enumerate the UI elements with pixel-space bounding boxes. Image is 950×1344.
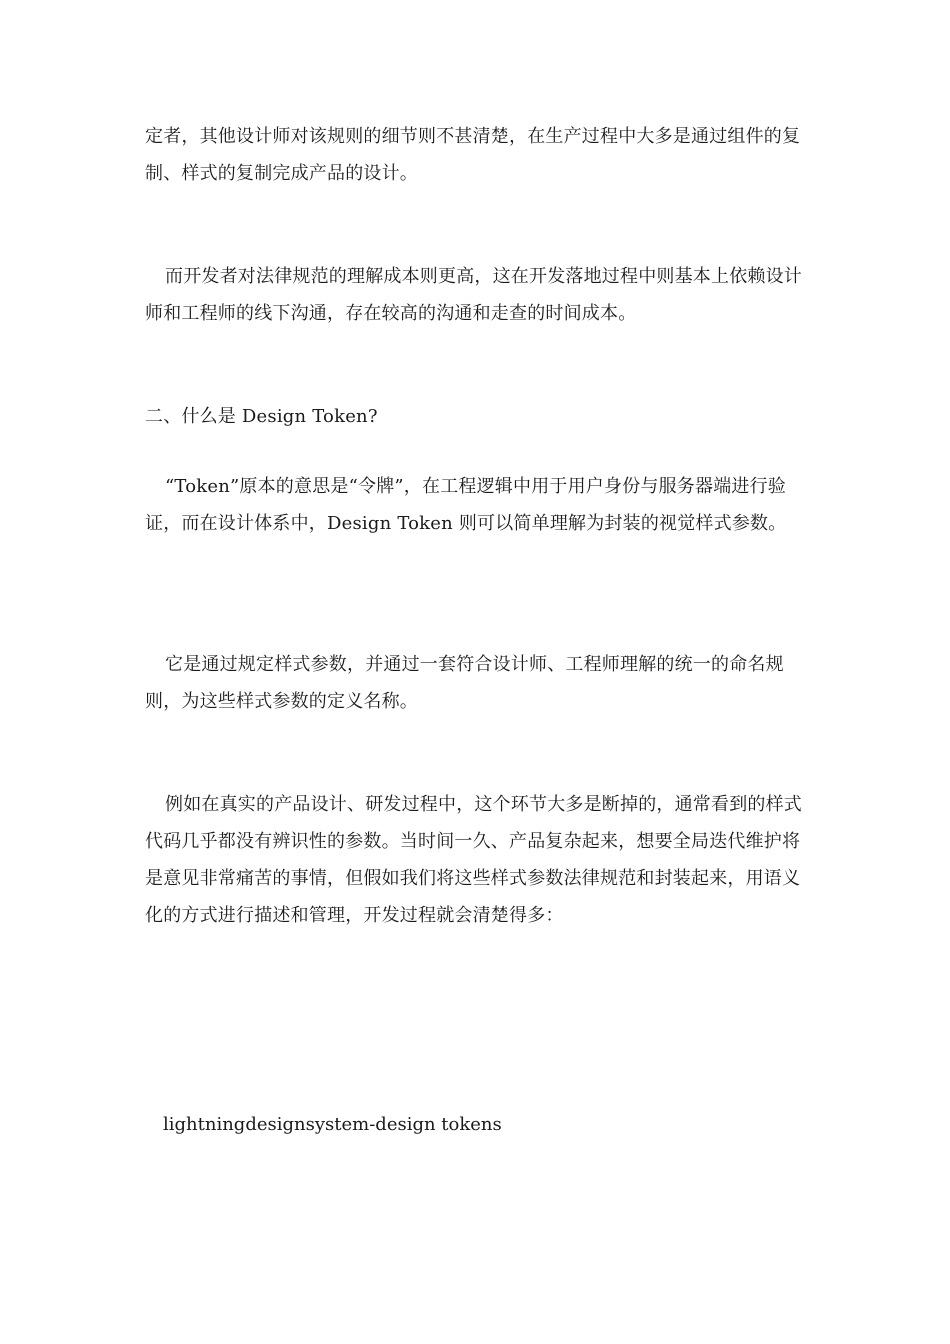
image-caption: lightningdesignsystem-design tokens <box>163 1114 502 1135</box>
section-heading-design-token: 二、什么是 Design Token? <box>145 406 378 427</box>
paragraph-component-copy: 定者，其他设计师对该规则的细节则不甚清楚，在生产过程中大多是通过组件的复制、样式的复制完成产品的设计。 <box>145 126 801 184</box>
paragraph-developer-cost: 而开发者对法律规范的理解成本则更高，这在开发落地过程中则基本上依赖设计师和工程师的线下沟通，存在较高的沟通和走查的时间成本。 <box>145 266 802 324</box>
paragraph-naming-rules: 它是通过规定样式参数，并通过一套符合设计师、工程师理解的统一的命名规则，为这些样式参数的定义名称。 <box>145 654 784 712</box>
paragraph-token-meaning: “Token”原本的意思是“令牌”，在工程逻辑中用于用户身份与服务器端进行验证，而在设计体系中，Design Token 则可以简单理解为封装的视觉样式参数。 <box>145 476 787 534</box>
paragraph-example: 例如在真实的产品设计、研发过程中，这个环节大多是断掉的，通常看到的样式代码几乎都没有辨识性的参数。当时间一久、产品复杂起来，想要全局迭代维护将是意见非常痛苦的事情，但假如我们将这些样式参数法律规范和封装起来，用语义化的方式进行描述和管理，开发过程就会清楚得多： <box>145 794 802 926</box>
